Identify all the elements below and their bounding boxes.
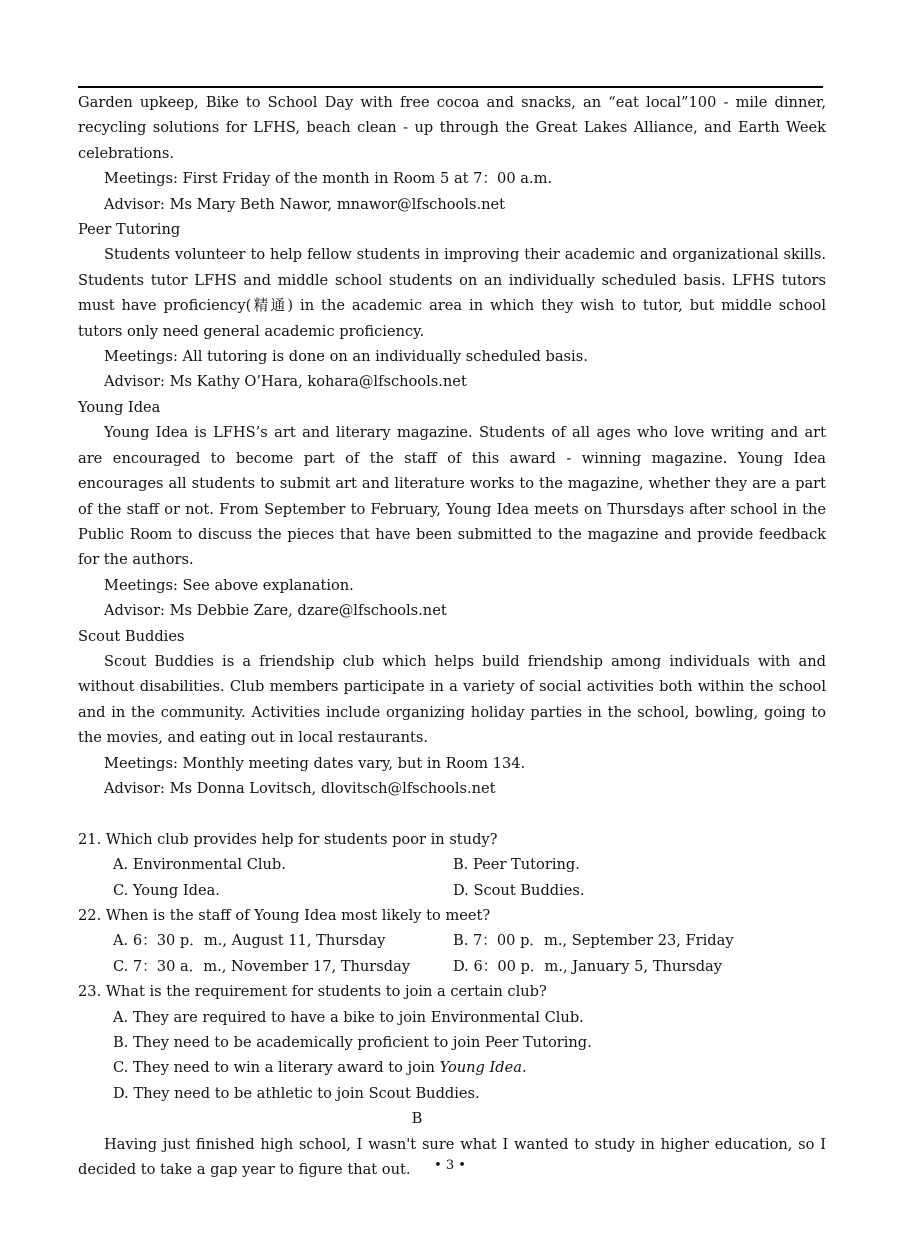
q21-option-c: C. Young Idea. (113, 881, 220, 899)
q21-option-b: B. Peer Tutoring. (453, 856, 580, 874)
q23-stem: 23. What is the requirement for students to join a certain club? (78, 983, 547, 1001)
section-b-heading: B (411, 1110, 423, 1128)
peer-tutoring-title: Peer Tutoring (78, 221, 181, 239)
q21-stem: 21. Which club provides help for students poor in study? (78, 830, 498, 848)
scout-buddies-body: Scout Buddies is a friendship club which helps build friendship among individuals with and without disabilities. Club members participate in a variety of social activities both within the school and in the community. Activities include organizing holiday parties in the school, bowling, going to the movies, and eating out in local restaurants. (78, 652, 826, 747)
q23-option-d: D. They need to be athletic to join Scout Buddies. (113, 1084, 480, 1102)
q21-option-a: A. Environmental Club. (113, 856, 286, 874)
page-number: • 3 • (434, 1158, 466, 1173)
q22-options-row1 (78, 928, 826, 953)
q23-option-c (78, 1055, 826, 1080)
section-b-body: Having just finished high school, I wasn't sure what I wanted to study in higher education, so I decided to take a gap year to figure that out. (78, 1135, 826, 1179)
q23-option-b: B. They need to be academically proficient to join Peer Tutoring. (113, 1034, 592, 1052)
q23-option-c-text: C. They need to win a literary award to join (113, 1059, 440, 1077)
peer-tutoring-meetings: Meetings: All tutoring is done on an individually scheduled basis. (104, 348, 588, 366)
q22-option-c: C. 7：30 a．m., November 17, Thursday (113, 957, 411, 975)
env-club-meetings: Meetings: First Friday of the month in Room 5 at 7：00 a.m. (104, 170, 553, 188)
env-club-continuation: Garden upkeep, Bike to School Day with free cocoa and snacks, an “eat local”100 - mile dinner, recycling solutions for LFHS, beach clean - up through the Great Lakes Alliance, and Earth Week celebrations. (78, 94, 826, 162)
q22-option-d: D. 6：00 p．m., January 5, Thursday (453, 957, 722, 975)
scout-buddies-advisor: Advisor: Ms Donna Lovitsch, dlovitsch@lfschools.net (104, 779, 496, 797)
peer-tutoring-advisor: Advisor: Ms Kathy O’Hara, kohara@lfschools.net (104, 373, 467, 391)
spacer (78, 801, 826, 826)
scout-buddies-title: Scout Buddies (78, 627, 185, 645)
q22-stem: 22. When is the staff of Young Idea most likely to meet? (78, 906, 491, 924)
young-idea-title: Young Idea (78, 398, 161, 416)
young-idea-advisor: Advisor: Ms Debbie Zare, dzare@lfschools.net (104, 602, 447, 620)
q22-option-b: B. 7：00 p．m., September 23, Friday (453, 932, 734, 950)
young-idea-meetings: Meetings: See above explanation. (104, 576, 354, 594)
q23-option-c-end: . (521, 1059, 527, 1077)
top-rule (78, 86, 823, 88)
scout-buddies-meetings: Meetings: Monthly meeting dates vary, but in Room 134. (104, 754, 526, 772)
q23-option-a: A. They are required to have a bike to join Environmental Club. (113, 1008, 584, 1026)
page-content (78, 90, 826, 1182)
peer-tutoring-body: Students volunteer to help fellow students in improving their academic and organizational skills. Students tutor LFHS and middle school students on an individually scheduled basis. LFHS tutors must have proficiency(精通) in the academic area in which they wish to tutor, but middle school tutors only need general academic proficiency. (78, 246, 826, 340)
q21-options-row2 (78, 878, 826, 903)
q22-option-a: A. 6：30 p．m., August 11, Thursday (113, 932, 386, 950)
q21-option-d: D. Scout Buddies. (453, 881, 585, 899)
young-idea-body: Young Idea is LFHS’s art and literary magazine. Students of all ages who love writing and art are encouraged to become part of the staff of this award - winning magazine. Young Idea encourages all students to submit art and literature works to the magazine, whether they are a part of the staff or not. From September to February, Young Idea meets on Thursdays after school in the Public Room to discuss the pieces that have been submitted to the magazine and provide feedback for the authors. (78, 424, 826, 569)
env-club-advisor: Advisor: Ms Mary Beth Nawor, mnawor@lfschools.net (104, 195, 506, 213)
q23-option-c-title: Young Idea (439, 1059, 522, 1077)
q22-options-row2 (78, 954, 826, 979)
q21-options-row1 (78, 852, 826, 877)
